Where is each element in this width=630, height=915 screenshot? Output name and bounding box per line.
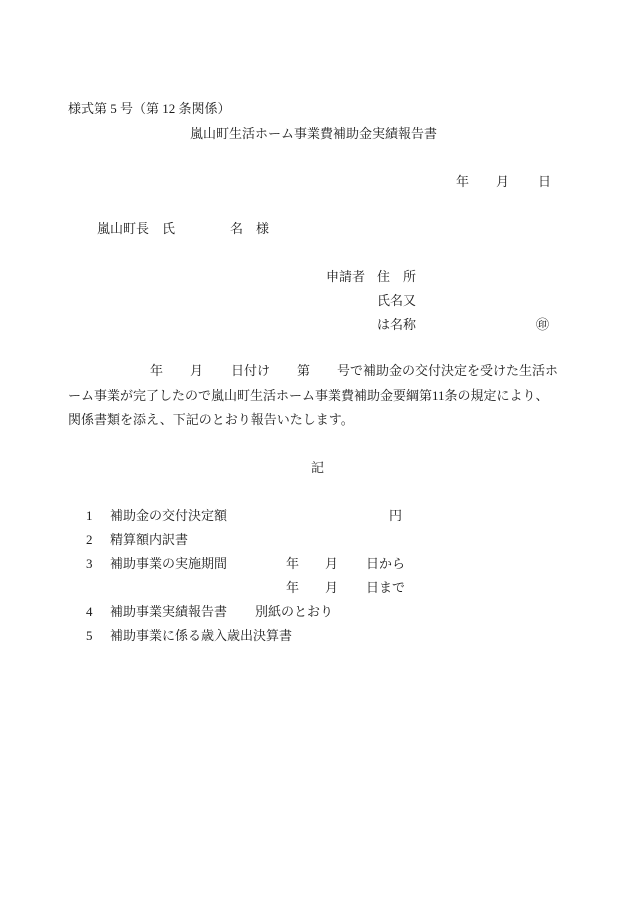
item-number: 5	[86, 628, 93, 643]
item-note: 別紙のとおり	[255, 604, 334, 619]
body-line1-rest: 号で補助金の交付決定を受けた生活ホ	[337, 363, 559, 378]
item-label: 補助事業実績報告書	[110, 604, 228, 619]
addressee-prefix: 嵐山町長 氏	[97, 221, 176, 236]
date-month-label: 月	[496, 174, 510, 189]
body-line3: 関係書類を添え、下記のとおり報告いたします。	[68, 412, 354, 427]
date-day-label: 日	[538, 174, 552, 189]
item-number: 2	[86, 532, 93, 547]
item-number: 1	[86, 508, 93, 523]
item-label: 精算額内訳書	[110, 532, 189, 547]
body-line2: ーム事業が完了したので嵐山町生活ホーム事業費補助金要綱第11条の規定により、	[68, 388, 549, 403]
seal-mark: ㊞	[536, 317, 550, 332]
item-label: 補助事業に係る歳入歳出決算書	[110, 628, 293, 643]
body-day-label: 日付け	[231, 363, 271, 378]
period-to-day: 日まで	[366, 580, 406, 595]
body-number-prefix: 第	[297, 363, 311, 378]
body-month-label: 月	[190, 363, 204, 378]
item-label: 補助事業の実施期間	[110, 556, 228, 571]
form-title: 嵐山町生活ホーム事業費補助金実績報告書	[190, 126, 438, 141]
date-year-label: 年	[456, 174, 470, 189]
item-number: 4	[86, 604, 93, 619]
item-currency-suffix: 円	[389, 508, 403, 523]
period-from-day: 日から	[366, 556, 406, 571]
period-to-year: 年	[286, 580, 300, 595]
body-year-label: 年	[150, 363, 164, 378]
period-from-year: 年	[286, 556, 300, 571]
form-number: 様式第 5 号（第 12 条関係）	[68, 101, 231, 116]
note-heading: 記	[311, 460, 325, 475]
applicant-address-label: 住 所	[377, 269, 417, 284]
period-to-month: 月	[325, 580, 339, 595]
applicant-name-label-1: 氏名又	[377, 293, 417, 308]
item-label: 補助金の交付決定額	[110, 508, 228, 523]
item-number: 3	[86, 556, 93, 571]
applicant-label: 申請者	[326, 269, 366, 284]
addressee-suffix: 名 様	[230, 221, 270, 236]
applicant-name-label-2: は名称	[377, 317, 417, 332]
period-from-month: 月	[325, 556, 339, 571]
